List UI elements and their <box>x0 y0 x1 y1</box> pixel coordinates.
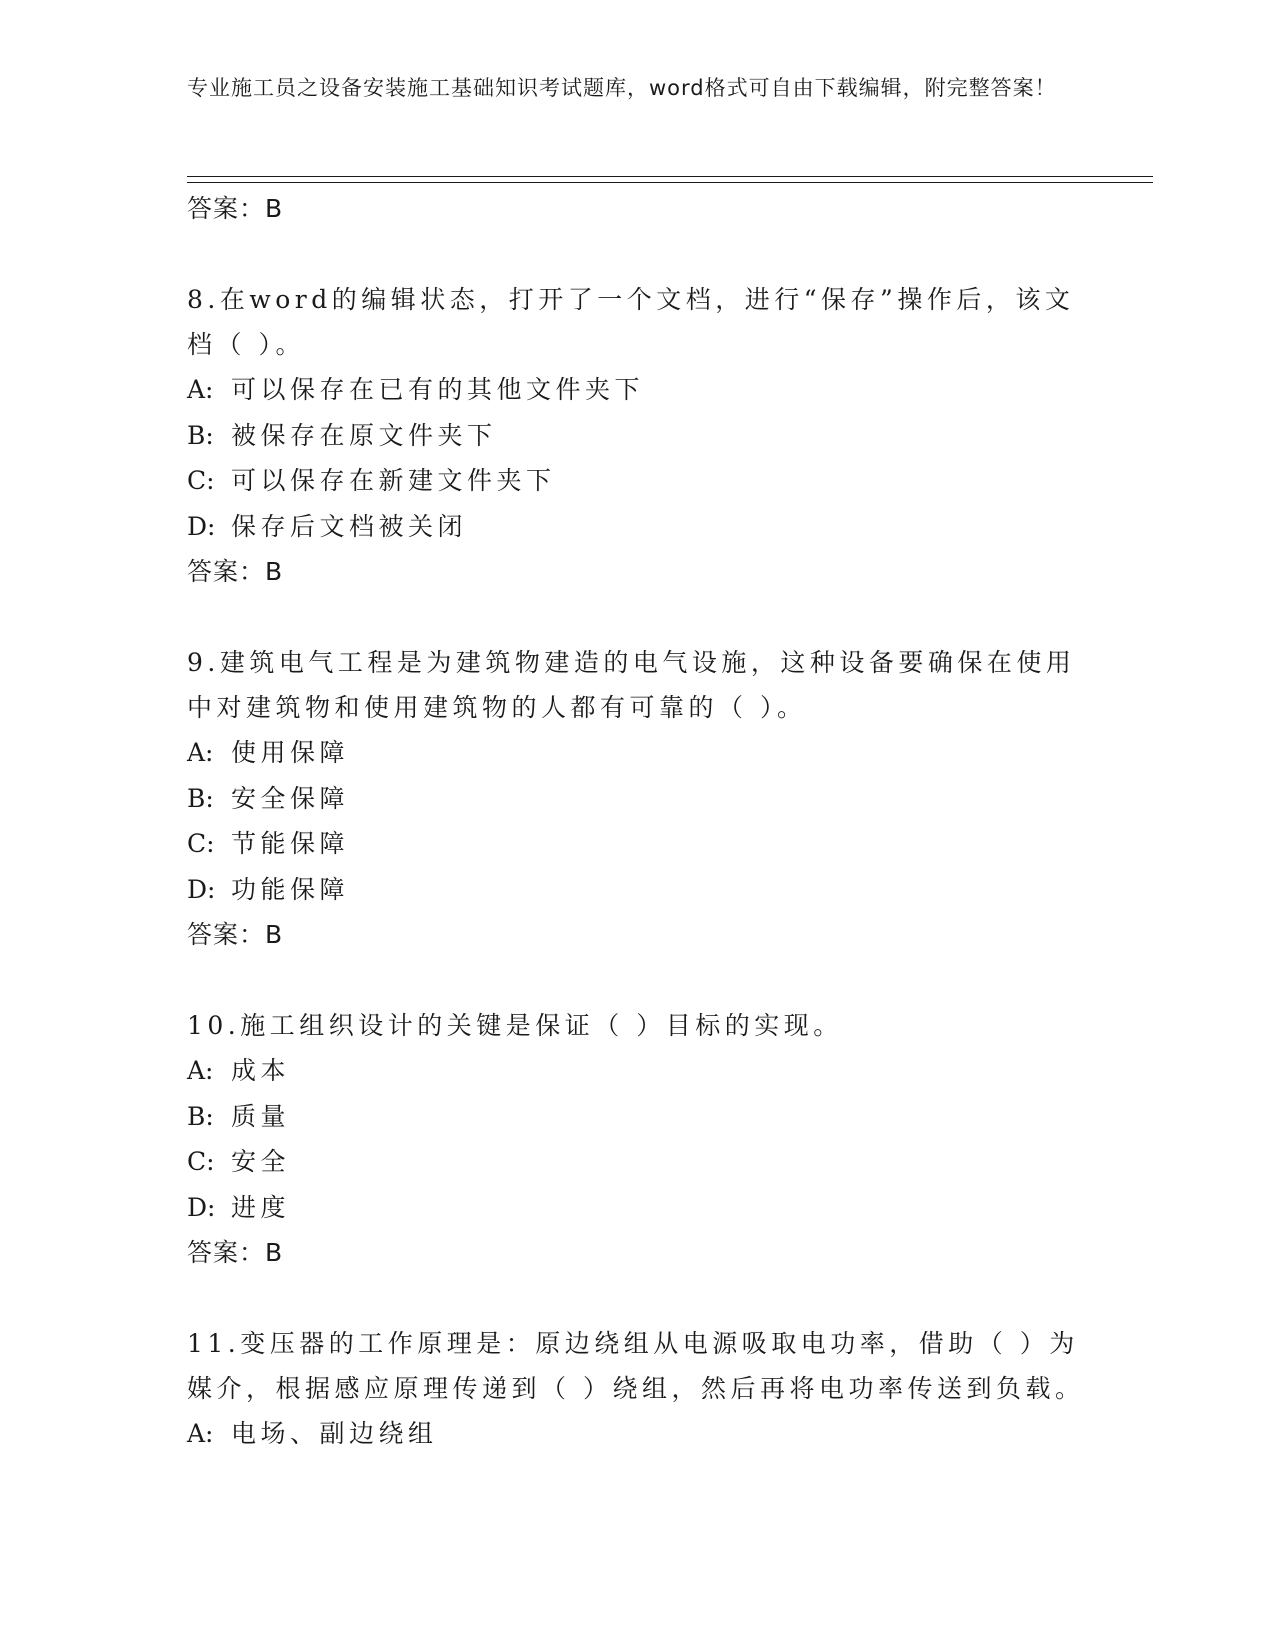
header-divider-line <box>187 176 1153 177</box>
option-text: 使用保障 <box>231 738 350 767</box>
option-text: 进度 <box>231 1192 291 1222</box>
option-a <box>187 1411 1087 1457</box>
option-a <box>187 1048 1087 1094</box>
answer-line: 答案：B <box>187 920 284 949</box>
option-key: C: <box>187 466 215 495</box>
option-c <box>187 1139 1087 1185</box>
option-d <box>187 504 1087 550</box>
document-body <box>187 186 1087 1457</box>
option-text: 电场、副边绕组 <box>231 1419 438 1448</box>
option-key: C: <box>187 829 215 858</box>
option-text: 安全 <box>231 1147 291 1176</box>
option-c <box>187 458 1087 504</box>
header-text: 专业施工员之设备安装施工基础知识考试题库，word格式可自由下载编辑，附完整答案！ <box>187 76 1057 100</box>
option-key: A: <box>187 738 214 767</box>
option-text: 质量 <box>231 1101 291 1131</box>
question-9 <box>187 640 1087 958</box>
answer-line: 答案：B <box>187 1238 284 1267</box>
option-text: 安全保障 <box>231 783 350 813</box>
option-text: 功能保障 <box>231 874 350 904</box>
question-stem: 9.建筑电气工程是为建筑物建造的电气设施，这种设备要确保在使用中对建筑物和使用建筑物的人都有可靠的（ ）。 <box>187 648 1076 722</box>
option-key: D: <box>187 511 216 541</box>
option-text: 节能保障 <box>231 829 350 858</box>
option-key: B: <box>187 783 214 813</box>
option-key: D: <box>187 1192 216 1222</box>
option-key: A: <box>187 1419 214 1448</box>
option-text: 被保存在原文件夹下 <box>231 420 497 450</box>
header-divider-line-2 <box>187 182 1153 183</box>
option-key: C: <box>187 1147 215 1176</box>
document-header <box>187 72 1067 104</box>
option-b <box>187 1094 1087 1140</box>
answer-line: 答案：B <box>187 557 284 586</box>
option-text: 可以保存在已有的其他文件夹下 <box>231 375 645 404</box>
option-d <box>187 867 1087 913</box>
option-b <box>187 413 1087 459</box>
question-11 <box>187 1321 1087 1457</box>
option-b <box>187 776 1087 822</box>
option-key: B: <box>187 1101 214 1131</box>
option-key: A: <box>187 375 214 404</box>
option-c <box>187 821 1087 867</box>
question-8 <box>187 277 1087 595</box>
option-text: 保存后文档被关闭 <box>231 511 468 541</box>
question-stem: 10.施工组织设计的关键是保证（ ）目标的实现。 <box>187 1011 843 1040</box>
option-text: 成本 <box>231 1056 291 1085</box>
option-key: B: <box>187 420 214 450</box>
option-d <box>187 1185 1087 1231</box>
question-stem: 11.变压器的工作原理是：原边绕组从电源吸取电功率，借助（ ）为媒介，根据感应原理传递到（ ）绕组，然后再将电功率传送到负载。 <box>187 1329 1085 1403</box>
answer-line: 答案：B <box>187 194 284 223</box>
option-a <box>187 730 1087 776</box>
question-stem: 8.在word的编辑状态，打开了一个文档，进行“保存”操作后，该文档（ ）。 <box>187 285 1075 359</box>
option-a <box>187 367 1087 413</box>
option-key: D: <box>187 874 216 904</box>
option-key: A: <box>187 1056 214 1085</box>
option-text: 可以保存在新建文件夹下 <box>231 466 556 495</box>
question-10 <box>187 1003 1087 1276</box>
